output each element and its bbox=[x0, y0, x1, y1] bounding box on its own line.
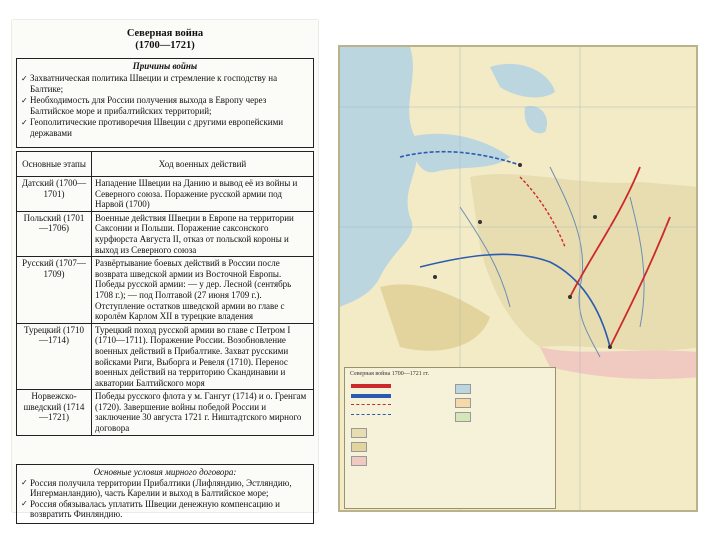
legend-swatch bbox=[351, 384, 391, 388]
table-row bbox=[17, 211, 314, 256]
legend-swatch bbox=[351, 404, 391, 405]
legend-swatch bbox=[351, 394, 391, 398]
legend-title: Северная война 1700—1721 гг. bbox=[350, 371, 429, 377]
result-item: ✓ Россия получила территории Прибалтики (Лифляндию, Эстляндию, Ингерманландию), часть Карелии и выход в Балтийское море; bbox=[21, 478, 309, 499]
cause-item: ✓ Геополитические противоречия Швеции с другими европейскими державами bbox=[21, 117, 309, 139]
legend-swatch bbox=[455, 412, 471, 422]
events-cell: Нападение Швеции на Данию и вывод её из войны и Северного союза. Поражение русской армии под Нарвой (1700) bbox=[92, 177, 314, 212]
stage-cell: Турецкий (1710—1714) bbox=[17, 323, 92, 390]
events-cell: Победы русского флота у м. Гангут (1714) и о. Гренгам (1720). Завершение войны победой России и заключение 30 августа 1721 г. Ништадтского мирного договора bbox=[92, 390, 314, 435]
legend-swatch bbox=[455, 398, 471, 408]
legend-swatch bbox=[351, 442, 367, 452]
causes-heading: Причины войны bbox=[132, 61, 198, 71]
left-page-document bbox=[12, 20, 318, 520]
cause-item: ✓ Необходимость для России получения выхода в Европу через Балтийское море и прибалтийских территорий; bbox=[21, 95, 309, 117]
events-cell: Военные действия Швеции в Европе на территории Саксонии и Польши. Поражение саксонского курфюрста Августа II, отказ от польской короны и выход из Северного союза bbox=[92, 211, 314, 256]
cause-item: ✓ Захватническая политика Швеции и стремление к господству на Балтике; bbox=[21, 73, 309, 95]
document-dates: (1700—1721) bbox=[135, 40, 195, 51]
stage-cell: Датский (1700—1701) bbox=[17, 177, 92, 212]
results-heading: Основные условия мирного договора: bbox=[93, 467, 237, 477]
table-row bbox=[17, 177, 314, 212]
map-legend bbox=[344, 367, 556, 509]
table-row bbox=[17, 323, 314, 390]
causes-box bbox=[16, 58, 314, 148]
legend-swatch bbox=[351, 414, 391, 415]
historical-map bbox=[338, 45, 698, 512]
stages-column-header: Основные этапы bbox=[17, 152, 92, 177]
document-title: Северная война bbox=[126, 28, 204, 39]
events-cell: Развёртывание боевых действий в России после возврата шведской армии из Восточной Европы. Победы русской армии: — у дер. Лесной (сентябрь 1708 г.); — под Полтавой (27 июня 1709 г.). Отступление остатков шведской армии во главе с королём Карлом XII в турецкие владения bbox=[92, 257, 314, 324]
stages-table bbox=[16, 151, 314, 436]
stage-cell: Русский (1707—1709) bbox=[17, 257, 92, 324]
events-column-header: Ход военных действий bbox=[92, 152, 314, 177]
result-item: ✓ Россия обязывалась уплатить Швеции денежную компенсацию и возвратить Финляндию. bbox=[21, 499, 309, 520]
table-row bbox=[17, 390, 314, 435]
table-row bbox=[17, 257, 314, 324]
legend-swatch bbox=[455, 384, 471, 394]
legend-swatch bbox=[351, 456, 367, 466]
legend-swatch bbox=[351, 428, 367, 438]
table-header-row bbox=[17, 152, 314, 177]
stage-cell: Польский (1701—1706) bbox=[17, 211, 92, 256]
stage-cell: Норвежско-шведский (1714—1721) bbox=[17, 390, 92, 435]
events-cell: Турецкий поход русской армии во главе с Петром I (1710—1711). Поражение России. Возобновление военных действий в Прибалтике. Захват русскими войсками Риги, Выборга и Ревеля (1710). Перенос военных действий на территорию Скандинавии и акватории Балтийского моря bbox=[92, 323, 314, 390]
results-box bbox=[16, 464, 314, 524]
